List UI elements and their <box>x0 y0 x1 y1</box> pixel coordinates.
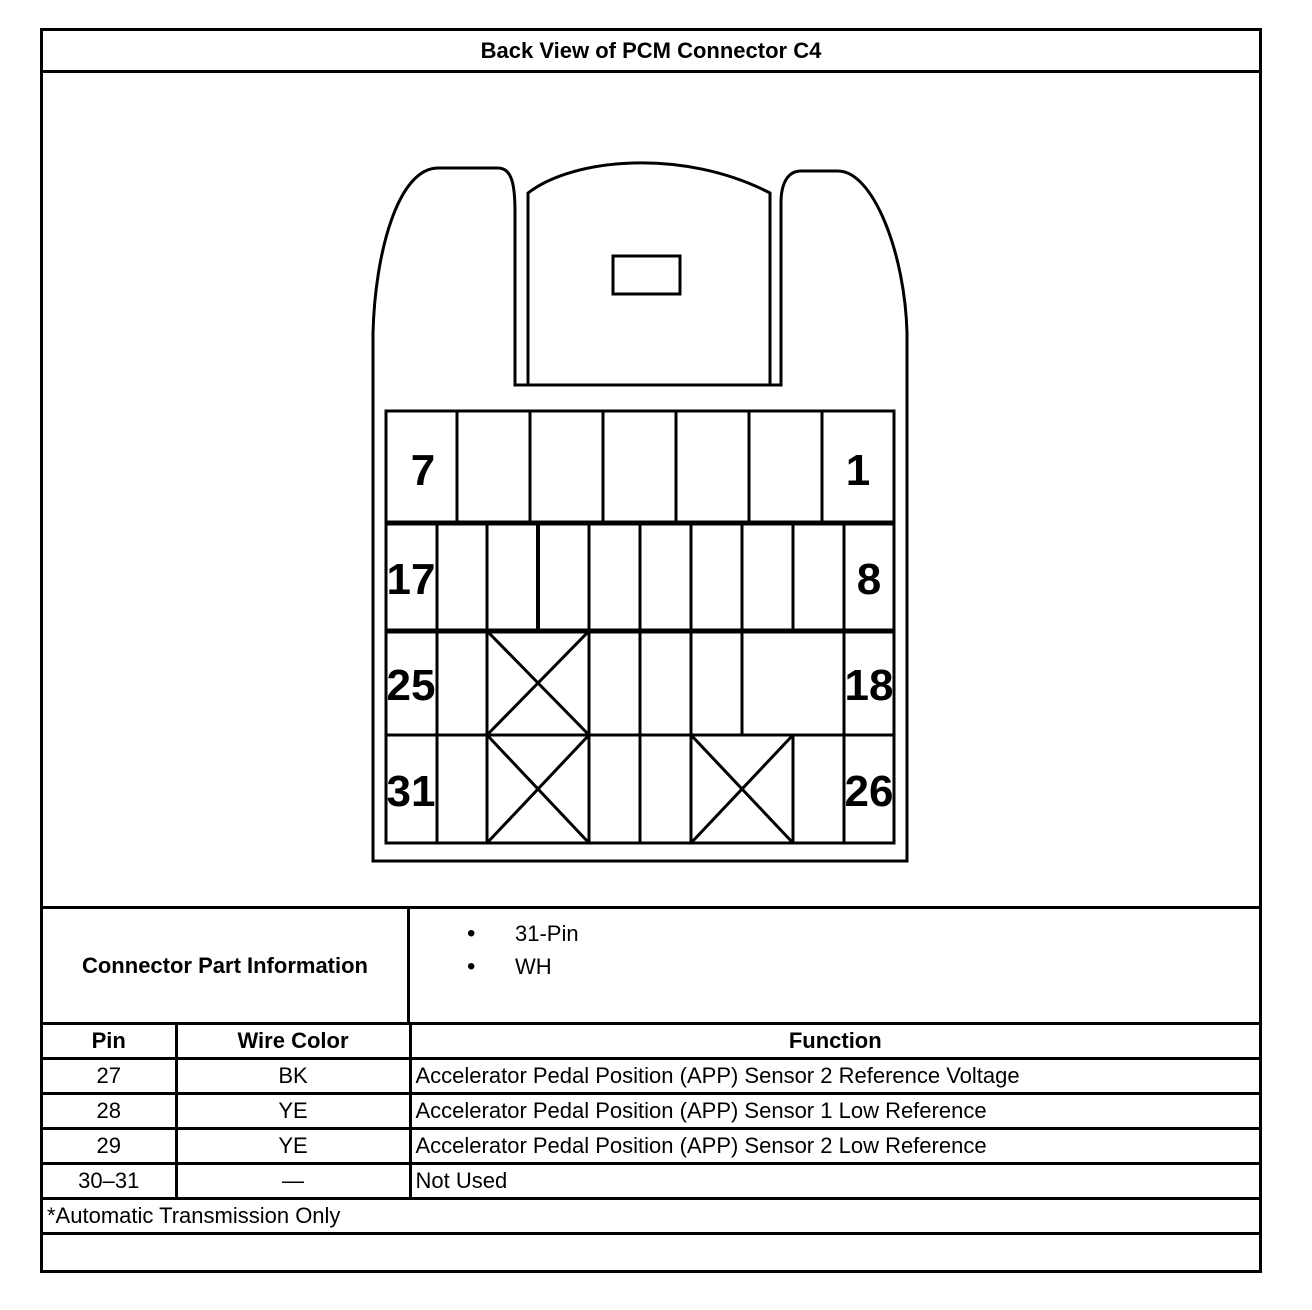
table-header-row <box>43 1024 1259 1059</box>
pin-label-17: 17 <box>386 555 436 604</box>
row-1-dividers <box>457 411 822 523</box>
connector-diagram <box>43 73 1259 906</box>
connector-part-info-list <box>410 917 579 983</box>
cell-function: Not Used <box>410 1164 1259 1199</box>
unused-cavity-mark-row4-left <box>487 735 589 843</box>
latch-window <box>613 256 680 294</box>
unused-cavity-mark-row3 <box>487 631 589 735</box>
cell-wire-color: — <box>176 1164 410 1199</box>
header-pin: Pin <box>43 1024 176 1059</box>
cell-pin: 29 <box>43 1129 176 1164</box>
cell-wire-color: BK <box>176 1059 410 1094</box>
table-footnote: *Automatic Transmission Only <box>43 1199 1259 1234</box>
sheet-title: Back View of PCM Connector C4 <box>43 31 1259 73</box>
connector-part-info <box>43 906 1259 1025</box>
connector-part-info-label: Connector Part Information <box>43 909 410 1022</box>
table-row <box>43 1094 1259 1129</box>
pin-label-18: 18 <box>844 661 894 710</box>
row-2-dividers <box>437 523 844 631</box>
pin-label-7: 7 <box>410 446 436 495</box>
cell-function: Accelerator Pedal Position (APP) Sensor 1 Low Reference <box>410 1094 1259 1129</box>
row-3-dividers <box>437 631 844 735</box>
cell-function: Accelerator Pedal Position (APP) Sensor 2 Reference Voltage <box>410 1059 1259 1094</box>
table-row <box>43 1059 1259 1094</box>
pin-label-26: 26 <box>844 767 894 816</box>
cell-wire-color: YE <box>176 1129 410 1164</box>
unused-cavity-mark-row4-right <box>691 735 793 843</box>
table-footnote-row <box>43 1199 1259 1234</box>
pin-label-25: 25 <box>386 661 436 710</box>
table-row <box>43 1164 1259 1199</box>
connector-sheet <box>40 28 1262 1273</box>
pin-label-1: 1 <box>845 446 871 495</box>
cell-function: Accelerator Pedal Position (APP) Sensor 2 Low Reference <box>410 1129 1259 1164</box>
pin-label-31: 31 <box>386 767 436 816</box>
cell-wire-color: YE <box>176 1094 410 1129</box>
pinout-table <box>43 1022 1259 1235</box>
cell-pin: 27 <box>43 1059 176 1094</box>
connector-drawing <box>43 73 1259 906</box>
part-info-item: • WH <box>515 950 579 983</box>
part-info-item: • 31-Pin <box>515 917 579 950</box>
row-4-dividers <box>437 735 844 843</box>
pin-label-8: 8 <box>856 555 882 604</box>
cell-pin: 30–31 <box>43 1164 176 1199</box>
table-row <box>43 1129 1259 1164</box>
header-wire-color: Wire Color <box>176 1024 410 1059</box>
header-function: Function <box>410 1024 1259 1059</box>
latch-tab <box>528 163 770 385</box>
cell-pin: 28 <box>43 1094 176 1129</box>
